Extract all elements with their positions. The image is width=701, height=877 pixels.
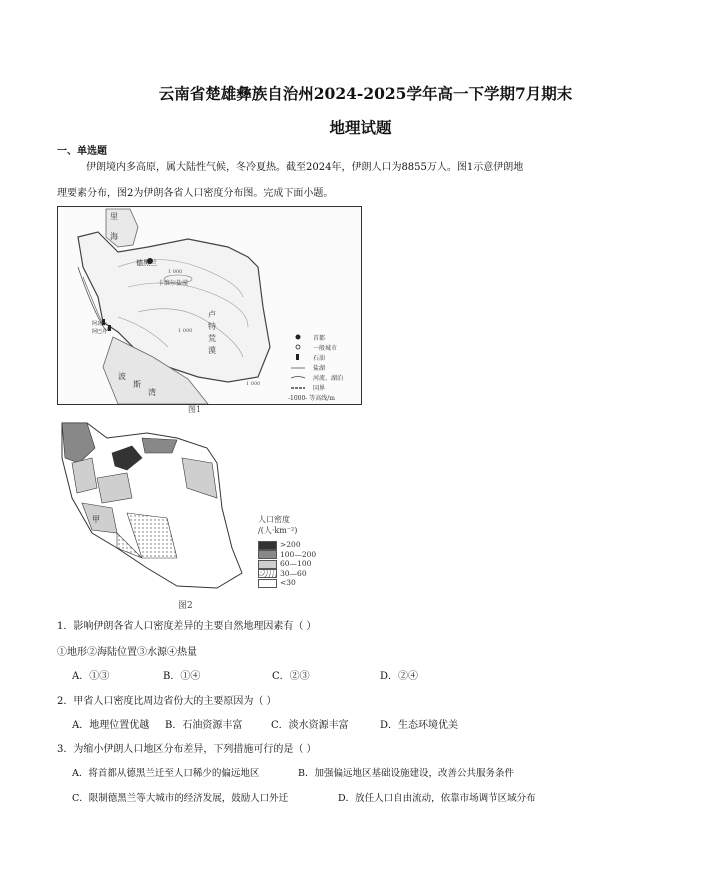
- legend-item: [258, 569, 348, 579]
- legend-unit: /(人·km⁻²): [258, 526, 298, 535]
- map-label: 斯: [133, 380, 141, 389]
- question-1-stem: 1．影响伊朗各省人口密度差异的主要自然地理因素有（ ）: [57, 621, 317, 632]
- legend-label: 100—200: [280, 549, 317, 559]
- map-label-abadan: 阿巴丹: [92, 329, 108, 335]
- document-subtitle: 地理试题: [329, 118, 392, 137]
- contour-label: 1 000: [246, 381, 261, 387]
- question-2-stem: 2．甲省人口密度比周边省份大的主要原因为（ ）: [57, 696, 277, 707]
- legend-label: 一般城市: [313, 345, 338, 352]
- legend-swatch: [258, 569, 277, 578]
- legend-swatch: [258, 550, 277, 559]
- figure-2-map: [57, 418, 257, 594]
- q1-option-c[interactable]: C．②③: [272, 671, 310, 682]
- legend-label: 国界: [313, 385, 326, 392]
- legend-item: [258, 540, 348, 550]
- map-label-tehran: 德黑兰: [136, 259, 157, 267]
- legend-label: 30—60: [280, 568, 307, 578]
- intro-line-1: 伊朗境内多高原，属大陆性气候，冬冷夏热。截至2024年，伊朗人口为8855万人。图1示意伊朗地: [86, 162, 524, 173]
- map-label-ahvaz: 阿瓦士: [92, 321, 108, 327]
- contour-label: 1 000: [178, 328, 193, 334]
- province-label-jia: 甲: [92, 515, 100, 524]
- figure-2-legend: [258, 514, 348, 588]
- legend-label: <30: [280, 578, 296, 587]
- legend-label: 首都: [313, 335, 326, 342]
- legend-swatch: [258, 541, 277, 550]
- map-label: 漠: [208, 346, 216, 355]
- legend-label: 河流、湖泊: [313, 375, 344, 382]
- q1-option-b[interactable]: B．①④: [163, 671, 201, 682]
- q2-option-c[interactable]: C．淡水资源丰富: [271, 720, 349, 731]
- section-heading: 一、单选题: [57, 146, 107, 157]
- q2-option-b[interactable]: B．石油资源丰富: [165, 720, 243, 731]
- figure-2-caption: 图2: [178, 601, 193, 611]
- oil-legend-icon: [296, 354, 299, 360]
- q2-option-a[interactable]: A．地理位置优越: [72, 720, 150, 731]
- figure-1-map: [57, 206, 362, 405]
- map-label: 特: [208, 322, 216, 331]
- q3-option-a[interactable]: A．将首都从德黑兰迁至人口稀少的偏远地区: [72, 768, 260, 779]
- iran-physical-map: [58, 207, 361, 404]
- legend-swatch: [258, 579, 277, 588]
- question-3-stem: 3．为缩小伊朗人口地区分布差异，下列措施可行的是（ ）: [57, 744, 317, 755]
- legend-label: 石油: [313, 355, 326, 362]
- intro-line-2: 理要素分布，图2为伊朗各省人口密度分布图。完成下面小题。: [57, 188, 334, 199]
- city-legend-icon: [296, 345, 300, 349]
- river-legend-icon: [291, 377, 305, 379]
- q3-option-b[interactable]: B．加强偏远地区基础设施建设，改善公共服务条件: [298, 768, 514, 779]
- map-label: 荒: [208, 334, 216, 343]
- q1-option-d[interactable]: D．②④: [380, 671, 419, 682]
- legend-label: >200: [280, 540, 301, 549]
- question-1-factors: ①地形②海陆位置③水源④热量: [57, 647, 197, 658]
- iran-population-density-map: [57, 418, 257, 594]
- province-100-200: [142, 438, 177, 453]
- map-label: 卢: [208, 310, 216, 319]
- contour-label: 1 000: [168, 269, 183, 275]
- document-title: 云南省楚雄彝族自治州2024-2025学年高一下学期7月期末: [158, 84, 573, 103]
- province-60-100: [97, 473, 132, 503]
- legend-item: [258, 559, 348, 569]
- q1-option-a[interactable]: A．①③: [72, 671, 110, 682]
- legend-item: [258, 578, 348, 588]
- map-label: 海: [110, 232, 118, 241]
- oil-marker: [108, 325, 111, 331]
- q2-option-d[interactable]: D．生态环境优美: [380, 720, 459, 731]
- figure-1-caption: 图1: [188, 405, 202, 414]
- legend-title: 人口密度: [258, 515, 290, 524]
- capital-legend-icon: [296, 335, 301, 340]
- map-label: 里: [110, 212, 118, 221]
- legend-label: 60—100: [280, 559, 312, 568]
- map-label: 卡维尔盐漠: [158, 280, 189, 287]
- map-label: 波: [118, 372, 126, 381]
- legend-item: [258, 550, 348, 560]
- q3-option-d[interactable]: D．放任人口自由流动，依靠市场调节区域分布: [338, 793, 536, 804]
- map-label: 湾: [148, 388, 156, 397]
- legend-label: -1000- 等高线/m: [288, 395, 335, 402]
- q3-option-c[interactable]: C．限制德黑兰等大城市的经济发展，鼓励人口外迁: [72, 793, 289, 804]
- legend-label: 盐湖: [313, 365, 326, 372]
- figure-1-legend: [288, 334, 343, 402]
- legend-swatch: [258, 560, 277, 569]
